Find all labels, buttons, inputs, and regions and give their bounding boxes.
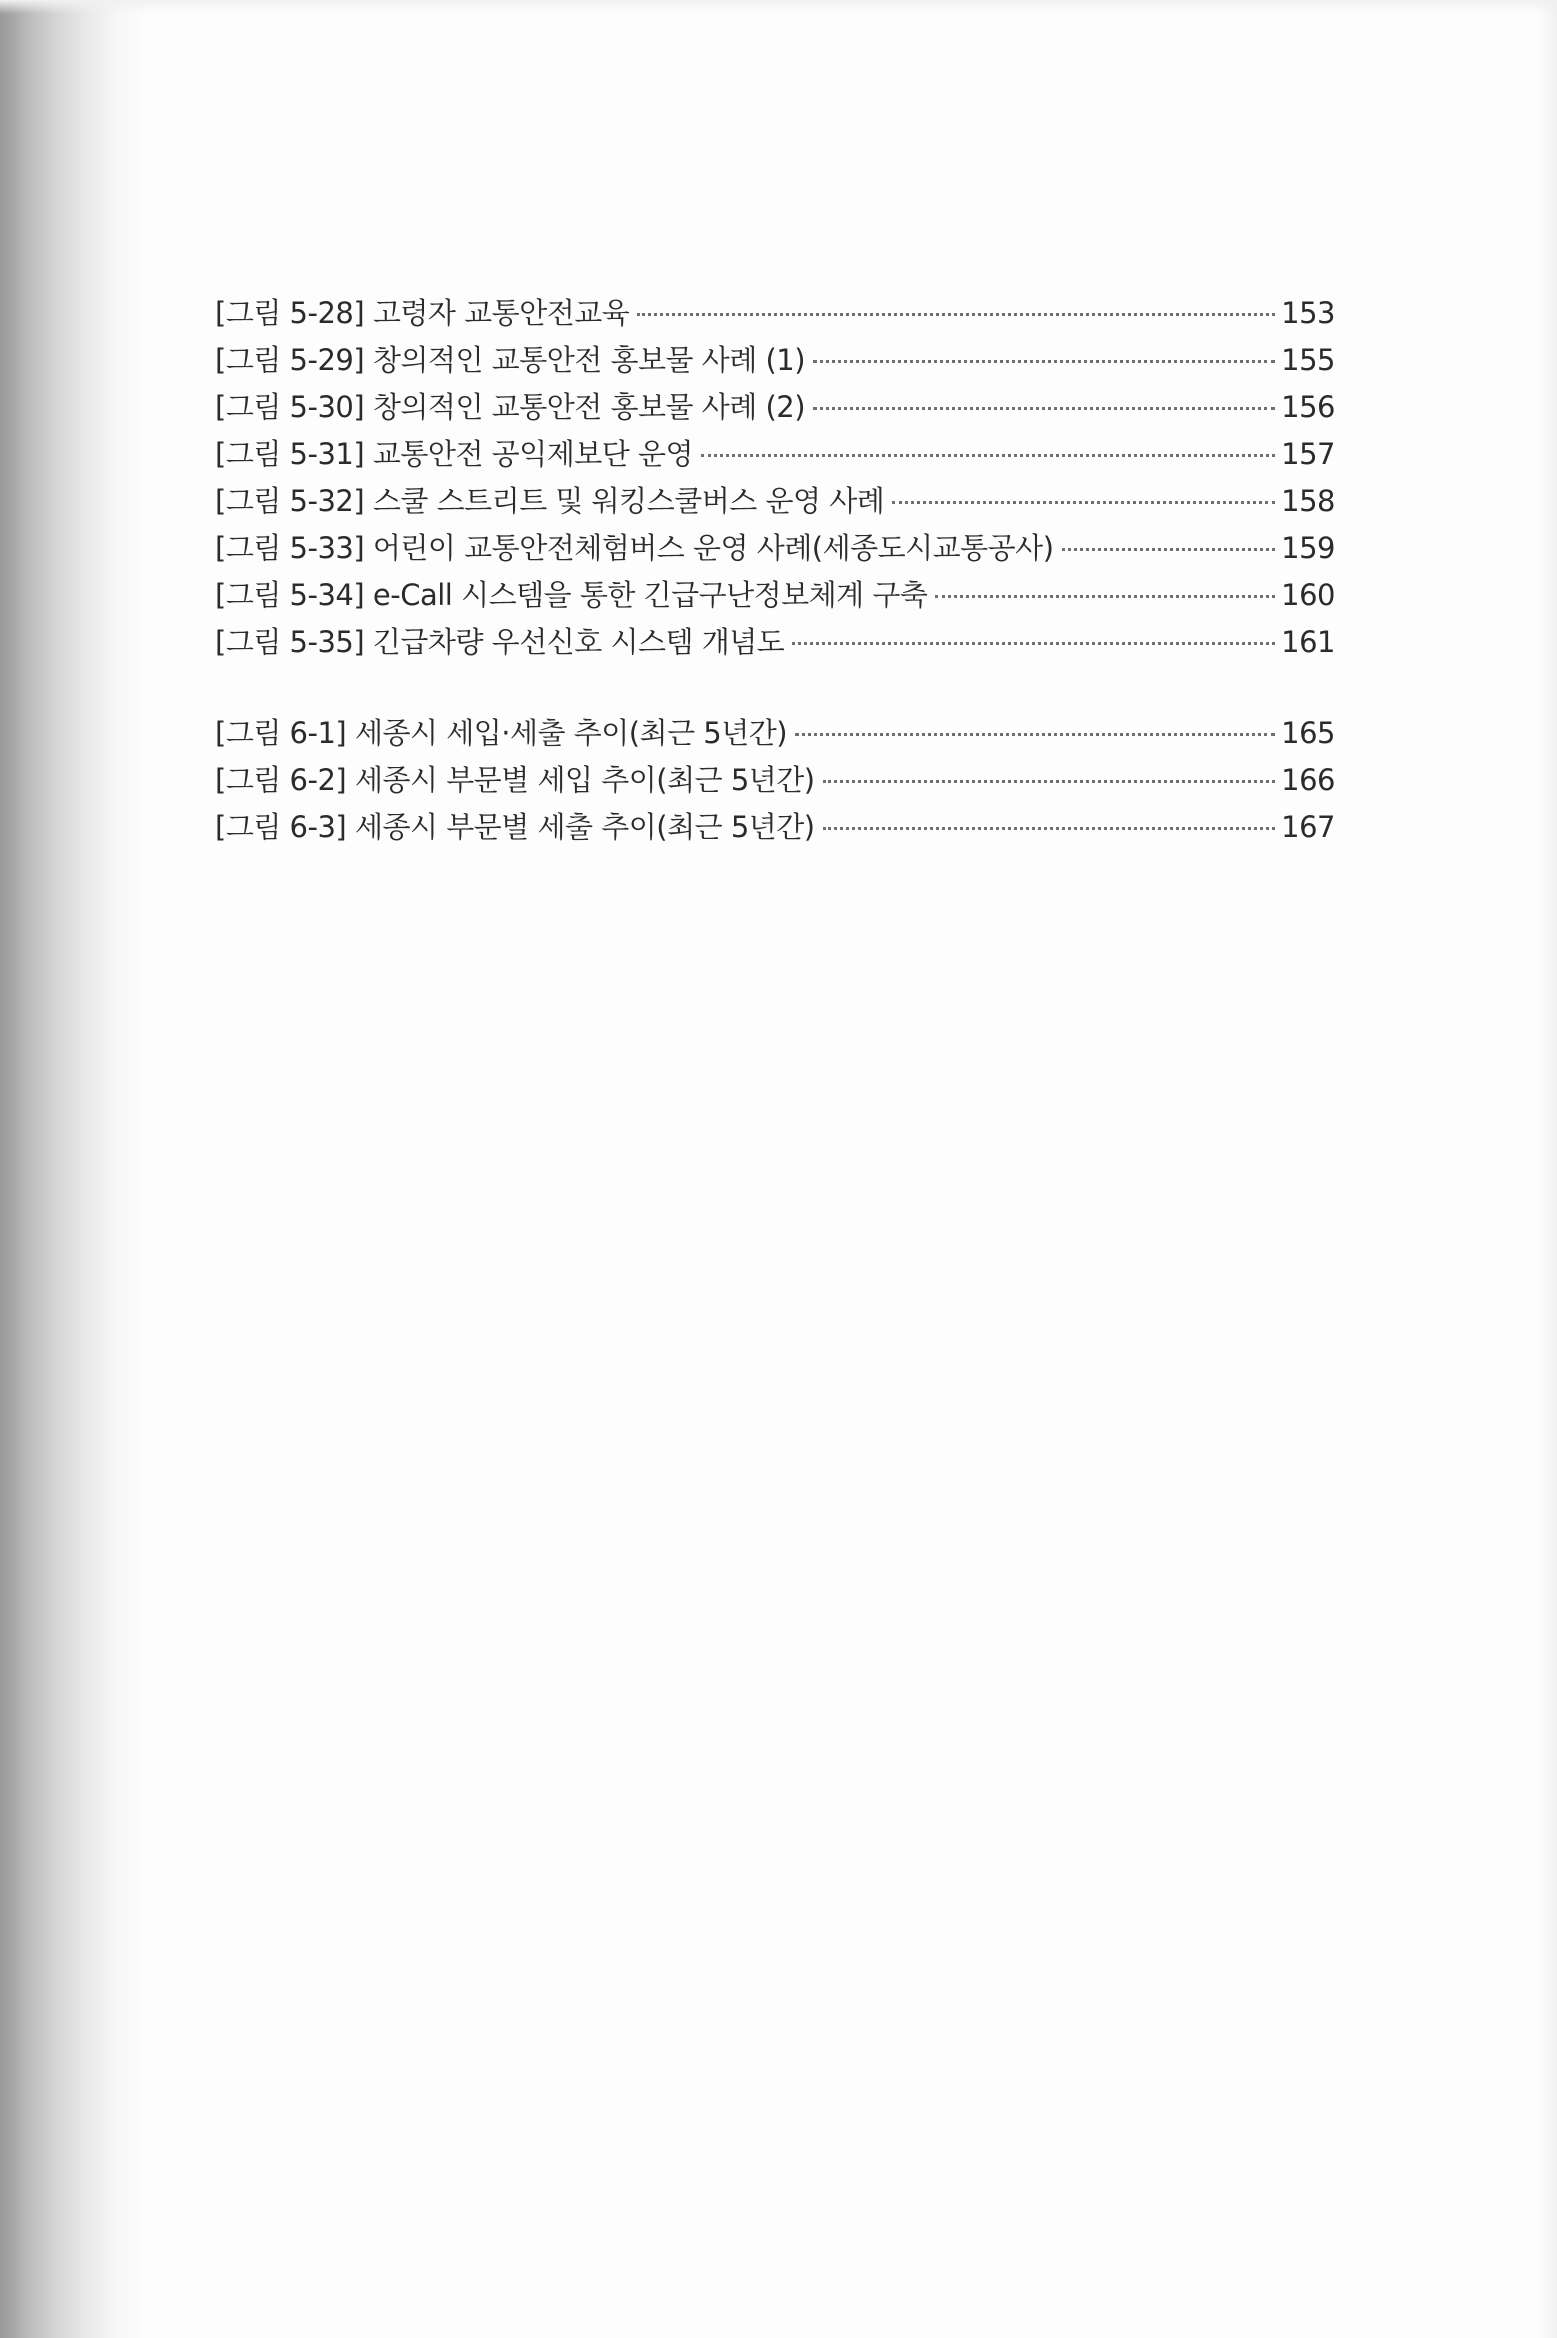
toc-entry-label: [그림 5-30] 창의적인 교통안전 홍보물 사례 (2) (215, 390, 806, 424)
toc-entry[interactable] (215, 710, 1335, 757)
toc-entry-page: 153 (1281, 296, 1335, 330)
toc-entry[interactable] (215, 290, 1335, 337)
toc-entry[interactable] (215, 431, 1335, 478)
dot-leader (813, 407, 1275, 410)
dot-leader (637, 313, 1275, 316)
toc-entry[interactable] (215, 572, 1335, 619)
dot-leader (701, 454, 1275, 457)
dot-leader (795, 733, 1275, 736)
toc-entry-page: 167 (1281, 810, 1335, 844)
gutter-shadow (0, 0, 150, 2338)
toc-entry[interactable] (215, 757, 1335, 804)
toc-entry-page: 156 (1281, 390, 1335, 424)
toc-entry-page: 158 (1281, 484, 1335, 518)
toc-entry-page: 161 (1281, 625, 1335, 659)
dot-leader (892, 501, 1275, 504)
toc-entry-label: [그림 5-35] 긴급차량 우선신호 시스템 개념도 (215, 625, 785, 659)
dot-leader (935, 595, 1275, 598)
dot-leader (823, 827, 1276, 830)
right-edge-shadow (1539, 0, 1557, 2338)
toc-entry[interactable] (215, 804, 1335, 851)
toc-entry[interactable] (215, 619, 1335, 666)
dot-leader (813, 360, 1275, 363)
toc-entry[interactable] (215, 478, 1335, 525)
toc-entry-label: [그림 5-32] 스쿨 스트리트 및 워킹스쿨버스 운영 사례 (215, 484, 885, 518)
top-edge-shadow (0, 0, 1557, 14)
dot-leader (792, 642, 1275, 645)
toc-entry-label: [그림 6-3] 세종시 부문별 세출 추이(최근 5년간) (215, 810, 815, 844)
toc-entry-label: [그림 6-1] 세종시 세입·세출 추이(최근 5년간) (215, 716, 788, 750)
toc-entry-page: 155 (1281, 343, 1335, 377)
toc-entry-page: 157 (1281, 437, 1335, 471)
toc-entry[interactable] (215, 337, 1335, 384)
toc-entry-page: 165 (1281, 716, 1335, 750)
toc-entry-label: [그림 5-28] 고령자 교통안전교육 (215, 296, 630, 330)
toc-entry-page: 160 (1281, 578, 1335, 612)
toc-entry-label: [그림 5-29] 창의적인 교통안전 홍보물 사례 (1) (215, 343, 806, 377)
toc-entry-label: [그림 5-34] e-Call 시스템을 통한 긴급구난정보체계 구축 (215, 578, 928, 612)
toc-entry-label: [그림 5-31] 교통안전 공익제보단 운영 (215, 437, 693, 471)
toc-entry-page: 166 (1281, 763, 1335, 797)
toc-entry[interactable] (215, 525, 1335, 572)
dot-leader (823, 780, 1276, 783)
toc-entry-label: [그림 5-33] 어린이 교통안전체험버스 운영 사례(세종도시교통공사) (215, 531, 1054, 565)
toc-group-chapter-5 (215, 290, 1335, 666)
toc-group-chapter-6 (215, 710, 1335, 851)
toc-entry-page: 159 (1281, 531, 1335, 565)
toc-entry-label: [그림 6-2] 세종시 부문별 세입 추이(최근 5년간) (215, 763, 815, 797)
dot-leader (1062, 548, 1276, 551)
toc-entry[interactable] (215, 384, 1335, 431)
